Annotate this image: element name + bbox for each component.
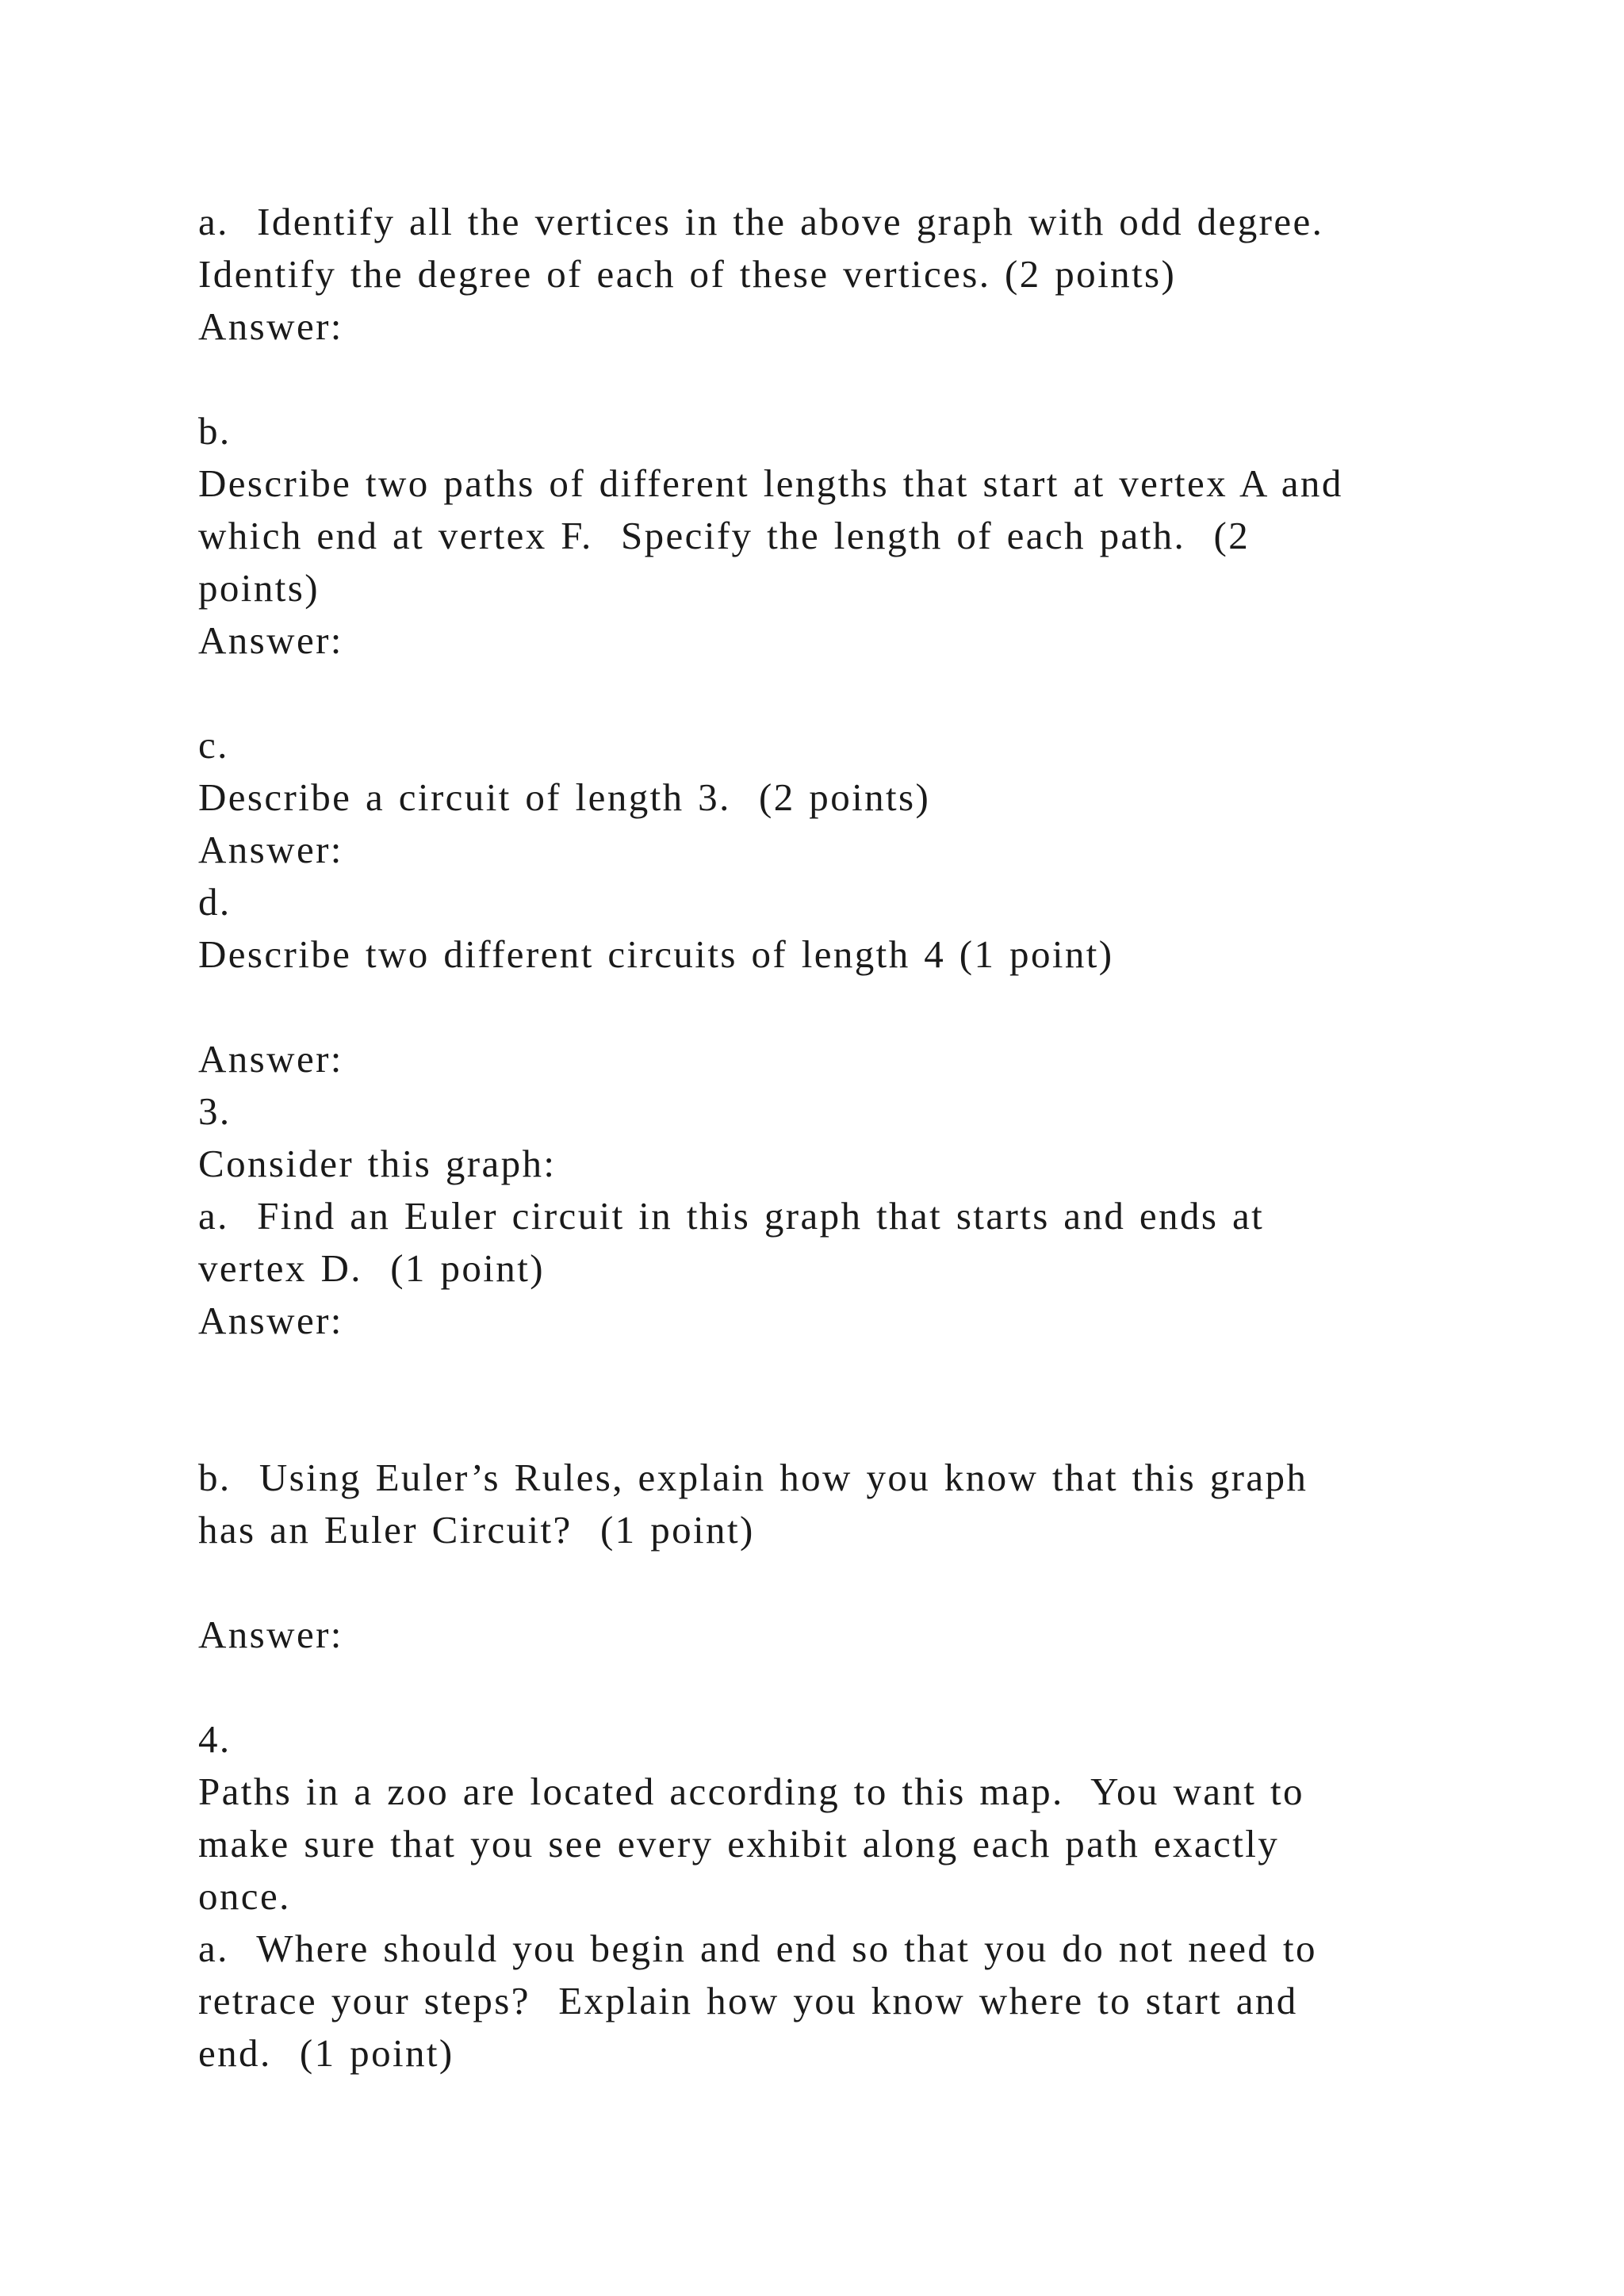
q4a-line-3: end. (1 point) xyxy=(198,2031,454,2075)
spacer xyxy=(198,1347,1483,1452)
q3b-answer-label: Answer: xyxy=(198,1613,343,1656)
spacer xyxy=(198,981,1483,1033)
q3b-line-1: b. Using Euler’s Rules, explain how you know that this graph xyxy=(198,1456,1308,1499)
q4-line-3: once. xyxy=(198,1874,291,1918)
q2d-answer-label: Answer: xyxy=(198,1037,343,1081)
q2a-answer-label: Answer: xyxy=(198,304,343,348)
spacer xyxy=(198,1661,1483,1713)
q2b-answer-label: Answer: xyxy=(198,618,343,662)
q2c-answer-label: Answer: xyxy=(198,828,343,871)
q2a-line-1: a. Identify all the vertices in the above graph with odd degree. xyxy=(198,200,1324,243)
q2d-label: d. xyxy=(198,880,232,924)
q2c-line-1: Describe a circuit of length 3. (2 points) xyxy=(198,775,931,819)
spacer xyxy=(198,1556,1483,1609)
q2a-line-2: Identify the degree of each of these vertices. (2 points) xyxy=(198,252,1177,296)
spacer xyxy=(198,667,1483,719)
q3a-line-2: vertex D. (1 point) xyxy=(198,1246,545,1290)
q3a-line-1: a. Find an Euler circuit in this graph that starts and ends at xyxy=(198,1194,1265,1238)
q4-line-1: Paths in a zoo are located according to this map. You want to xyxy=(198,1770,1304,1813)
q2b-label: b. xyxy=(198,409,232,453)
q3a-answer-label: Answer: xyxy=(198,1299,343,1342)
q4-line-2: make sure that you see every exhibit along each path exactly xyxy=(198,1822,1280,1866)
q3b-line-2: has an Euler Circuit? (1 point) xyxy=(198,1508,755,1552)
q2b-line-1: Describe two paths of different lengths that start at vertex A and xyxy=(198,461,1343,505)
q2b-line-3: points) xyxy=(198,566,320,610)
q4a-line-2: retrace your steps? Explain how you know where to start and xyxy=(198,1979,1298,2022)
q2d-line-1: Describe two different circuits of length 4 (1 point) xyxy=(198,932,1114,976)
q2b-line-2: which end at vertex F. Specify the length of each path. (2 xyxy=(198,514,1251,557)
q2c-label: c. xyxy=(198,723,229,767)
q3-intro: Consider this graph: xyxy=(198,1142,557,1185)
document-body xyxy=(198,196,1483,2080)
spacer xyxy=(198,353,1483,405)
q4a-line-1: a. Where should you begin and end so that you do not need to xyxy=(198,1927,1317,1970)
q4-number: 4. xyxy=(198,1717,232,1761)
q3-number: 3. xyxy=(198,1089,232,1133)
